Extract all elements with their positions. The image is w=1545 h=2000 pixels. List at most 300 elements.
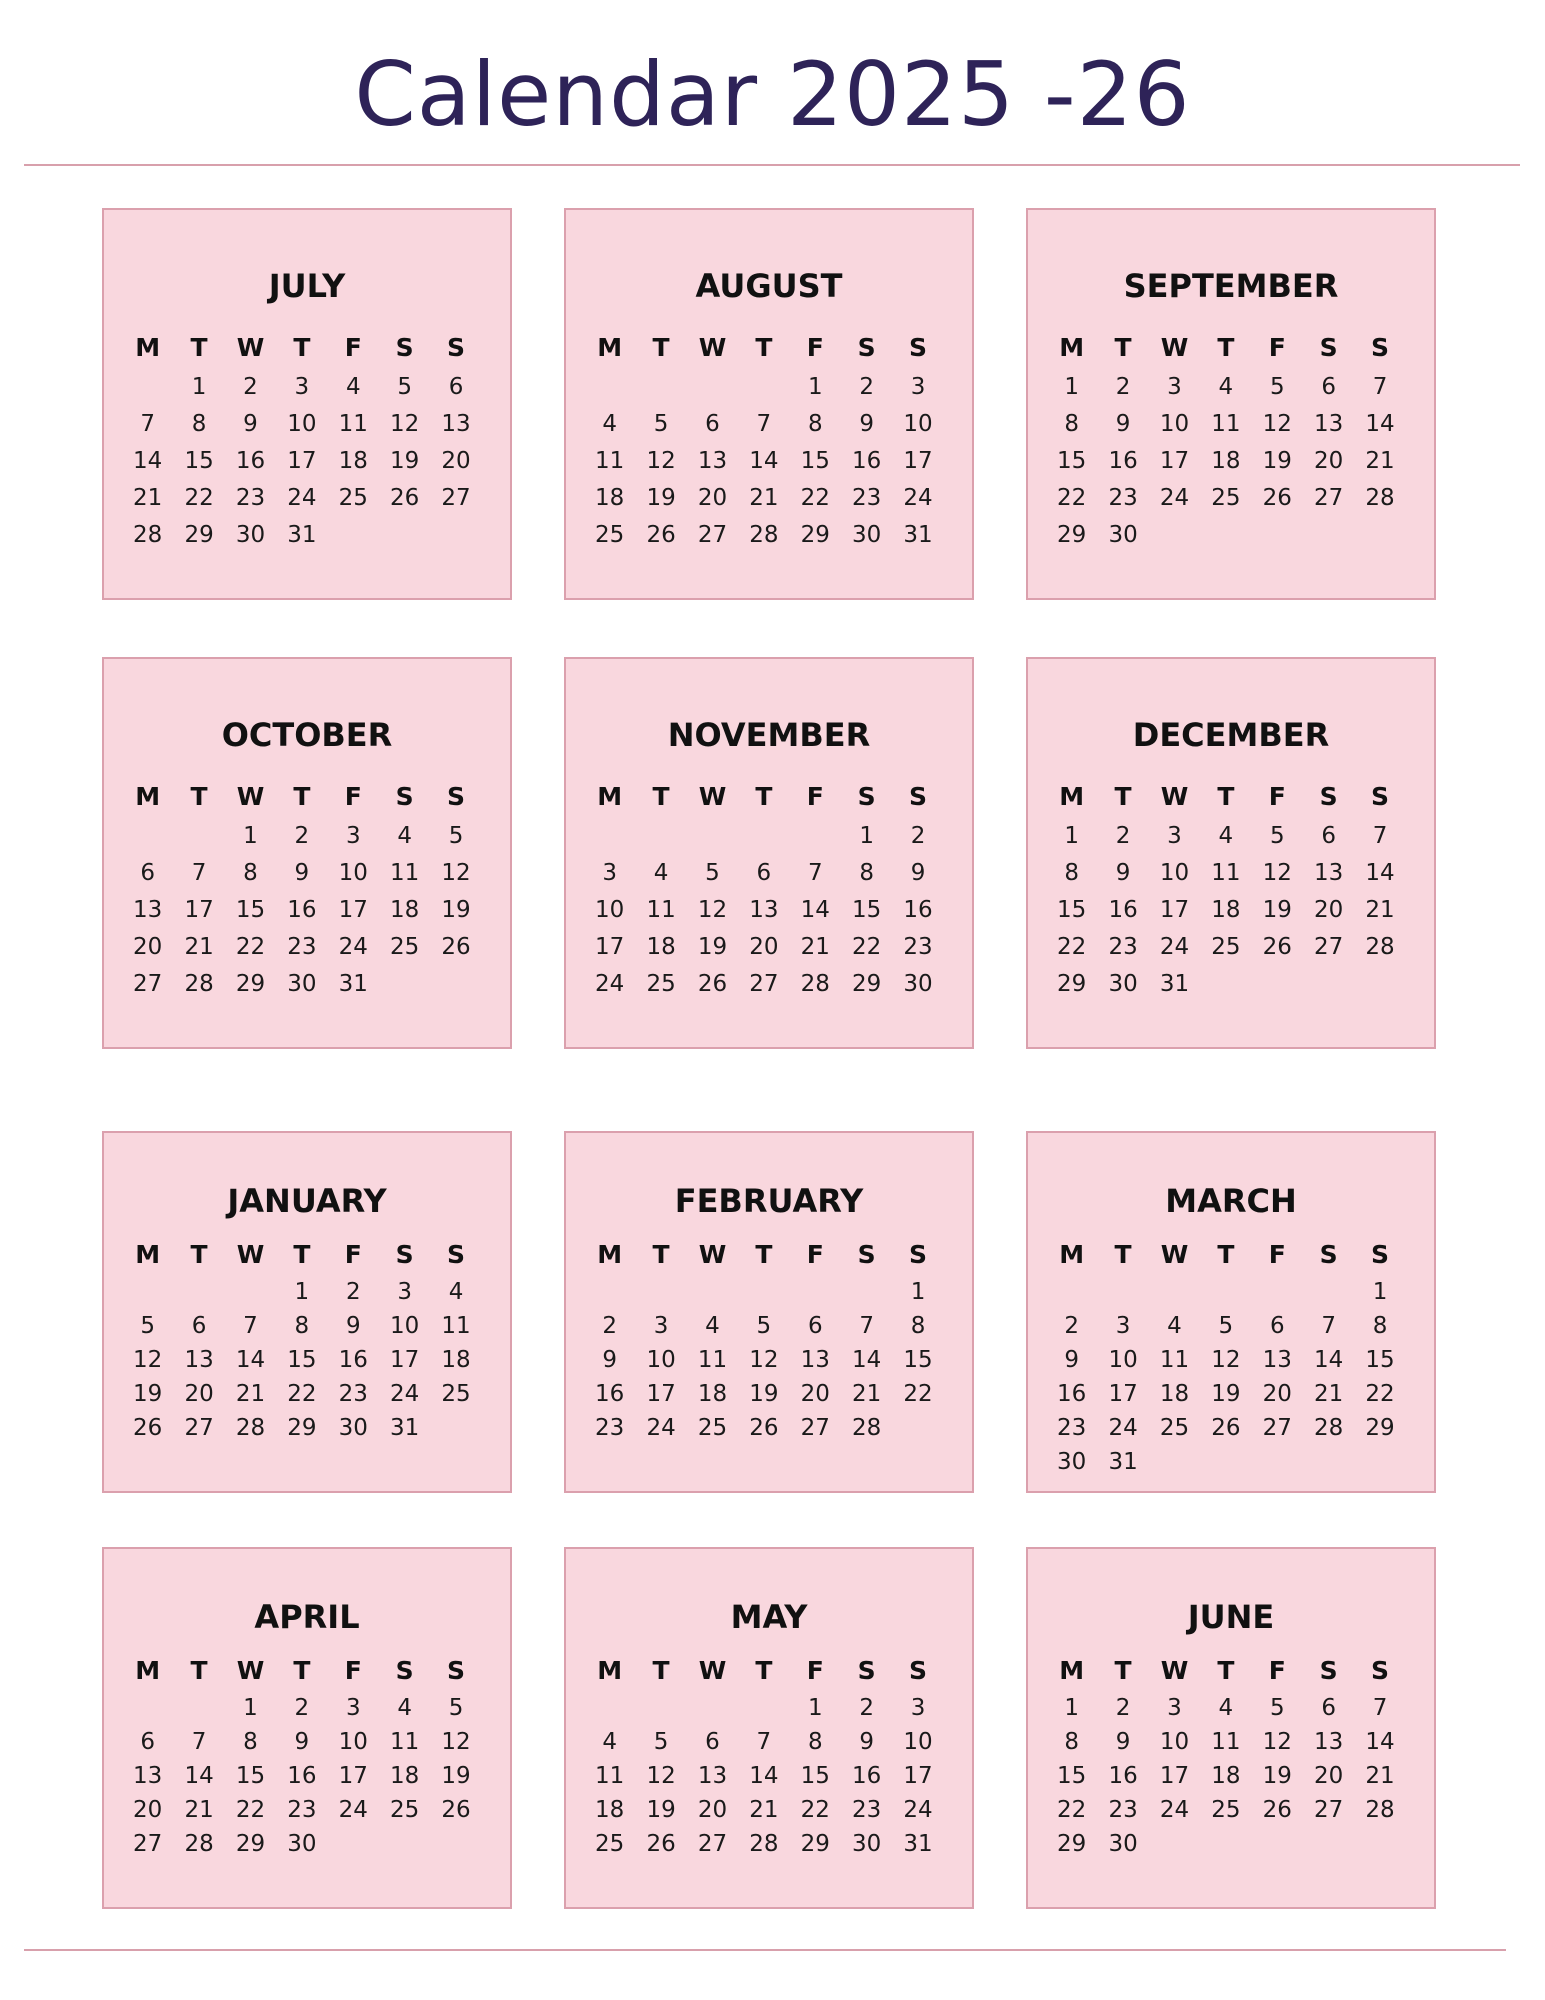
day-cell: 15 <box>287 1347 317 1373</box>
month-name: JULY <box>268 267 346 305</box>
day-cell: 8 <box>1064 859 1080 886</box>
week-row <box>122 1827 482 1861</box>
day-cell: 4 <box>705 1313 720 1339</box>
weekday-header: S <box>1371 332 1390 362</box>
day-cell: 30 <box>338 1415 368 1441</box>
day-cell: 7 <box>859 1313 874 1339</box>
day-cell: 21 <box>749 484 779 511</box>
day-cell: 7 <box>1372 373 1388 400</box>
day-cell: 10 <box>287 410 317 437</box>
day-cell: 5 <box>397 373 412 400</box>
day-cell: 25 <box>595 521 625 548</box>
weekday-header: S <box>447 332 466 362</box>
weekday-header: S <box>447 1655 466 1685</box>
week-row <box>584 965 944 1002</box>
day-cell: 1 <box>1064 822 1080 849</box>
day-cell: 18 <box>338 447 368 474</box>
day-cell: 22 <box>903 1381 933 1407</box>
day-cell: 7 <box>756 1729 772 1755</box>
weekday-header: M <box>1059 332 1085 362</box>
day-cell: 15 <box>852 896 882 923</box>
day-cell: 7 <box>1372 822 1388 849</box>
week-row <box>1046 1827 1406 1861</box>
day-cell: 10 <box>390 1313 420 1339</box>
day-cell: 10 <box>1159 859 1190 886</box>
day-cell: 21 <box>1314 1381 1344 1407</box>
day-cell: 14 <box>800 896 830 923</box>
day-cell: 28 <box>749 521 779 548</box>
week-row <box>584 1827 944 1861</box>
weekday-header: S <box>909 332 928 362</box>
day-cell: 19 <box>749 1381 779 1407</box>
day-cell: 20 <box>1314 896 1344 923</box>
day-cell: 17 <box>184 896 214 923</box>
day-cell: 30 <box>852 1831 882 1857</box>
day-cell: 21 <box>1365 447 1395 474</box>
week-row <box>584 516 944 553</box>
day-cell: 13 <box>1262 1347 1292 1373</box>
day-cell: 6 <box>705 410 720 437</box>
day-cell: 7 <box>1372 1695 1388 1721</box>
day-cell: 3 <box>1167 822 1182 849</box>
weekday-header: T <box>190 1239 208 1269</box>
day-cell: 26 <box>1211 1415 1241 1441</box>
day-cell: 24 <box>338 1797 368 1823</box>
week-row <box>122 1691 482 1725</box>
week-row <box>1046 891 1406 928</box>
month-august <box>564 208 974 600</box>
day-cell: 6 <box>705 1729 720 1755</box>
day-cell: 26 <box>697 970 728 997</box>
day-cell: 18 <box>1211 896 1241 923</box>
day-cell: 4 <box>653 859 669 886</box>
day-cell: 11 <box>595 447 625 474</box>
day-cell: 23 <box>1108 484 1138 511</box>
day-cell: 30 <box>1108 521 1138 548</box>
day-cell: 17 <box>1159 447 1190 474</box>
day-cell: 18 <box>697 1381 728 1407</box>
weekday-header: T <box>755 781 773 811</box>
day-cell: 2 <box>859 1695 874 1721</box>
day-cell: 23 <box>287 1797 317 1823</box>
day-cell: 21 <box>800 933 830 960</box>
day-cell: 5 <box>653 1729 669 1755</box>
week-row <box>122 1793 482 1827</box>
day-cell: 15 <box>1365 1347 1395 1373</box>
day-cell: 3 <box>602 859 618 886</box>
day-cell: 23 <box>852 1797 882 1823</box>
day-cell: 14 <box>852 1347 882 1373</box>
day-cell: 9 <box>910 859 926 886</box>
week-row <box>1046 1377 1406 1411</box>
day-cell: 6 <box>756 859 772 886</box>
week-row <box>1046 516 1406 553</box>
month-july <box>102 208 512 600</box>
day-cell: 24 <box>338 933 368 960</box>
weekday-header: S <box>395 332 414 362</box>
day-cell: 9 <box>294 859 310 886</box>
day-cell: 22 <box>235 1797 266 1823</box>
day-cell: 27 <box>184 1415 214 1441</box>
day-cell: 16 <box>595 1381 625 1407</box>
weekday-header-row <box>1046 326 1406 368</box>
day-cell: 22 <box>1057 484 1087 511</box>
month-grid <box>1046 1233 1406 1479</box>
day-cell: 13 <box>800 1347 830 1373</box>
weekday-header: T <box>652 1239 670 1269</box>
day-cell: 12 <box>1262 859 1292 886</box>
weekday-header: S <box>857 781 876 811</box>
day-cell: 15 <box>800 447 830 474</box>
day-cell: 25 <box>1159 1415 1190 1441</box>
day-cell: 31 <box>903 1831 933 1857</box>
weekday-header: T <box>652 781 670 811</box>
day-cell: 2 <box>1115 1695 1131 1721</box>
week-row <box>584 891 944 928</box>
weekday-header: T <box>1217 1655 1235 1685</box>
weekday-header: M <box>597 332 623 362</box>
month-grid <box>122 1649 482 1861</box>
day-cell: 1 <box>910 1279 926 1305</box>
day-cell: 13 <box>1314 1729 1344 1755</box>
day-cell: 26 <box>646 1831 676 1857</box>
day-cell: 10 <box>1108 1347 1138 1373</box>
day-cell: 27 <box>1314 933 1344 960</box>
weekday-header-row <box>1046 1649 1406 1691</box>
day-cell: 6 <box>1321 1695 1336 1721</box>
day-cell: 27 <box>133 970 163 997</box>
weekday-header: T <box>755 332 773 362</box>
day-cell: 24 <box>1108 1415 1138 1441</box>
week-row <box>1046 442 1406 479</box>
day-cell: 13 <box>133 1763 163 1789</box>
day-cell: 21 <box>1365 896 1395 923</box>
weekday-header: S <box>1319 781 1338 811</box>
weekday-header-row <box>122 1233 482 1275</box>
day-cell: 16 <box>1108 447 1138 474</box>
day-cell: 21 <box>184 933 214 960</box>
day-cell: 3 <box>910 1695 926 1721</box>
week-row <box>122 479 482 516</box>
day-cell: 8 <box>807 1729 823 1755</box>
day-cell: 15 <box>235 896 266 923</box>
day-cell: 21 <box>133 484 163 511</box>
week-row <box>122 1411 482 1445</box>
day-cell: 14 <box>235 1347 266 1373</box>
day-cell: 2 <box>1064 1313 1080 1339</box>
weekday-header: M <box>597 1655 623 1685</box>
day-cell: 12 <box>441 859 471 886</box>
day-cell: 29 <box>1057 521 1087 548</box>
month-grid <box>1046 1649 1406 1861</box>
day-cell: 5 <box>1218 1313 1234 1339</box>
day-cell: 19 <box>646 484 676 511</box>
day-cell: 19 <box>1211 1381 1241 1407</box>
day-cell: 28 <box>852 1415 882 1441</box>
week-row <box>122 405 482 442</box>
weekday-header: M <box>1059 1655 1085 1685</box>
day-cell: 20 <box>697 484 728 511</box>
weekday-header: M <box>597 1239 623 1269</box>
day-cell: 8 <box>1064 410 1080 437</box>
day-cell: 5 <box>448 1695 464 1721</box>
day-cell: 12 <box>133 1347 163 1373</box>
day-cell: 2 <box>910 822 926 849</box>
day-cell: 14 <box>749 447 779 474</box>
weekday-header: S <box>395 1239 414 1269</box>
bottom-divider <box>24 1949 1506 1951</box>
day-cell: 19 <box>1262 896 1292 923</box>
day-cell: 28 <box>1365 484 1395 511</box>
day-cell: 19 <box>390 447 420 474</box>
weekday-header: F <box>806 1655 824 1685</box>
day-cell: 6 <box>140 859 156 886</box>
week-row <box>122 1377 482 1411</box>
week-row <box>584 854 944 891</box>
weekday-header: T <box>755 1239 773 1269</box>
month-september <box>1026 208 1436 600</box>
day-cell: 29 <box>800 1831 830 1857</box>
day-cell: 25 <box>697 1415 728 1441</box>
week-row <box>122 928 482 965</box>
day-cell: 21 <box>852 1381 882 1407</box>
weekday-header: F <box>1268 781 1286 811</box>
weekday-header: F <box>806 332 824 362</box>
day-cell: 1 <box>1064 1695 1080 1721</box>
day-cell: 12 <box>390 410 420 437</box>
day-cell: 20 <box>1314 447 1344 474</box>
week-row <box>1046 368 1406 405</box>
weekday-header: S <box>909 1655 928 1685</box>
day-cell: 5 <box>448 822 464 849</box>
day-cell: 18 <box>390 1763 420 1789</box>
day-cell: 13 <box>749 896 779 923</box>
day-cell: 13 <box>441 410 471 437</box>
week-row <box>122 1343 482 1377</box>
week-row <box>1046 928 1406 965</box>
week-row <box>584 1793 944 1827</box>
weekday-header: T <box>652 1655 670 1685</box>
day-cell: 24 <box>903 1797 933 1823</box>
month-grid <box>584 1649 944 1861</box>
day-cell: 10 <box>1159 1729 1190 1755</box>
week-row <box>1046 965 1406 1002</box>
day-cell: 20 <box>800 1381 830 1407</box>
week-row <box>122 965 482 1002</box>
month-name: APRIL <box>254 1598 360 1636</box>
day-cell: 15 <box>1057 1763 1087 1789</box>
day-cell: 4 <box>397 1695 412 1721</box>
day-cell: 31 <box>903 521 933 548</box>
day-cell: 29 <box>1057 1831 1087 1857</box>
day-cell: 1 <box>807 373 823 400</box>
day-cell: 11 <box>646 896 676 923</box>
day-cell: 23 <box>287 933 317 960</box>
week-row <box>1046 1411 1406 1445</box>
weekday-header: T <box>190 781 208 811</box>
day-cell: 29 <box>1057 970 1087 997</box>
day-cell: 21 <box>749 1797 779 1823</box>
day-cell: 26 <box>646 521 676 548</box>
week-row <box>1046 1445 1406 1479</box>
day-cell: 25 <box>1211 1797 1241 1823</box>
weekday-header-row <box>122 1649 482 1691</box>
day-cell: 18 <box>1211 1763 1241 1789</box>
week-row <box>122 1759 482 1793</box>
day-cell: 18 <box>1211 447 1241 474</box>
day-cell: 8 <box>1064 1729 1080 1755</box>
day-cell: 9 <box>859 1729 874 1755</box>
day-cell: 15 <box>1057 447 1087 474</box>
weekday-header: S <box>909 1239 928 1269</box>
day-cell: 6 <box>1321 373 1336 400</box>
weekday-header: T <box>1114 1655 1132 1685</box>
day-cell: 23 <box>1057 1415 1087 1441</box>
day-cell: 1 <box>243 822 258 849</box>
day-cell: 2 <box>294 1695 310 1721</box>
day-cell: 23 <box>235 484 266 511</box>
day-cell: 23 <box>852 484 882 511</box>
weekday-header-row <box>1046 775 1406 817</box>
day-cell: 22 <box>1365 1381 1395 1407</box>
week-row <box>584 817 944 854</box>
weekday-header: T <box>190 1655 208 1685</box>
day-cell: 1 <box>807 1695 823 1721</box>
weekday-header: W <box>1160 1239 1189 1269</box>
day-cell: 27 <box>697 1831 728 1857</box>
week-row <box>584 1343 944 1377</box>
weekday-header: T <box>1114 781 1132 811</box>
day-cell: 8 <box>294 1313 310 1339</box>
day-cell: 24 <box>1159 1797 1190 1823</box>
weekday-header: S <box>857 1239 876 1269</box>
day-cell: 26 <box>441 1797 471 1823</box>
day-cell: 12 <box>749 1347 779 1373</box>
day-cell: 3 <box>397 1279 412 1305</box>
week-row <box>122 516 482 553</box>
day-cell: 18 <box>595 484 625 511</box>
week-row <box>122 891 482 928</box>
week-row <box>584 442 944 479</box>
day-cell: 5 <box>653 410 669 437</box>
day-cell: 22 <box>1057 1797 1087 1823</box>
week-row <box>1046 405 1406 442</box>
day-cell: 4 <box>602 1729 618 1755</box>
day-cell: 11 <box>595 1763 625 1789</box>
day-cell: 12 <box>646 1763 676 1789</box>
weekday-header: M <box>1059 781 1085 811</box>
week-row <box>584 1309 944 1343</box>
weekday-header: F <box>344 332 362 362</box>
month-grid <box>584 326 944 553</box>
day-cell: 4 <box>397 822 412 849</box>
day-cell: 11 <box>697 1347 728 1373</box>
month-grid <box>122 1233 482 1445</box>
day-cell: 25 <box>390 1797 420 1823</box>
weekday-header-row <box>584 326 944 368</box>
day-cell: 25 <box>646 970 676 997</box>
week-row <box>122 442 482 479</box>
day-cell: 5 <box>756 1313 772 1339</box>
day-cell: 29 <box>235 970 266 997</box>
day-cell: 26 <box>390 484 420 511</box>
day-cell: 4 <box>345 373 361 400</box>
day-cell: 13 <box>697 1763 728 1789</box>
day-cell: 17 <box>646 1381 676 1407</box>
day-cell: 4 <box>448 1279 464 1305</box>
day-cell: 10 <box>646 1347 676 1373</box>
day-cell: 25 <box>1211 933 1241 960</box>
day-cell: 28 <box>184 970 214 997</box>
week-row <box>584 1691 944 1725</box>
day-cell: 10 <box>1159 410 1190 437</box>
weekday-header: S <box>857 1655 876 1685</box>
day-cell: 31 <box>338 970 368 997</box>
day-cell: 20 <box>1314 1763 1344 1789</box>
day-cell: 5 <box>1269 822 1285 849</box>
day-cell: 16 <box>1108 1763 1138 1789</box>
weekday-header: S <box>395 1655 414 1685</box>
day-cell: 21 <box>235 1381 266 1407</box>
day-cell: 1 <box>294 1279 310 1305</box>
month-name: MAY <box>730 1598 808 1636</box>
day-cell: 29 <box>852 970 882 997</box>
day-cell: 7 <box>191 859 207 886</box>
weekday-header: T <box>293 1655 311 1685</box>
day-cell: 3 <box>345 822 361 849</box>
day-cell: 28 <box>749 1831 779 1857</box>
weekday-header: S <box>857 332 876 362</box>
day-cell: 24 <box>903 484 933 511</box>
day-cell: 7 <box>140 410 156 437</box>
day-cell: 16 <box>287 1763 317 1789</box>
month-january <box>102 1131 512 1493</box>
day-cell: 18 <box>646 933 676 960</box>
month-december <box>1026 657 1436 1049</box>
day-cell: 28 <box>800 970 830 997</box>
month-name: JANUARY <box>227 1182 387 1220</box>
week-row <box>584 1725 944 1759</box>
week-row <box>1046 1275 1406 1309</box>
page-title: Calendar 2025 -26 <box>354 43 1191 146</box>
weekday-header: S <box>447 781 466 811</box>
day-cell: 19 <box>133 1381 163 1407</box>
day-cell: 7 <box>191 1729 207 1755</box>
day-cell: 3 <box>1167 373 1182 400</box>
day-cell: 8 <box>910 1313 926 1339</box>
weekday-header: F <box>806 1239 824 1269</box>
day-cell: 9 <box>1115 859 1131 886</box>
day-cell: 8 <box>191 410 207 437</box>
day-cell: 10 <box>338 1729 368 1755</box>
week-row <box>584 479 944 516</box>
weekday-header: S <box>909 781 928 811</box>
day-cell: 1 <box>191 373 207 400</box>
day-cell: 16 <box>1108 896 1138 923</box>
day-cell: 9 <box>602 1347 618 1373</box>
day-cell: 11 <box>1211 1729 1241 1755</box>
day-cell: 31 <box>287 521 317 548</box>
month-name: JUNE <box>1187 1598 1275 1636</box>
day-cell: 13 <box>1314 859 1344 886</box>
day-cell: 24 <box>595 970 625 997</box>
day-cell: 7 <box>243 1313 258 1339</box>
day-cell: 28 <box>133 521 163 548</box>
day-cell: 8 <box>243 859 258 886</box>
weekday-header: T <box>1217 332 1235 362</box>
day-cell: 6 <box>191 1313 207 1339</box>
month-february <box>564 1131 974 1493</box>
